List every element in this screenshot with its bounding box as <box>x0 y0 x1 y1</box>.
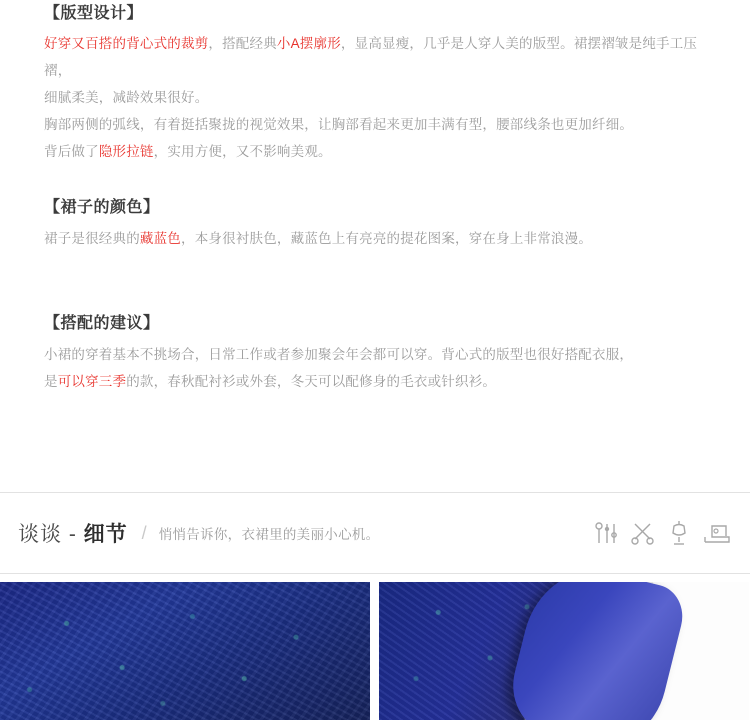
details-banner <box>0 492 750 574</box>
banner-inner <box>18 492 732 574</box>
plain-text: 背后做了 <box>44 144 99 159</box>
highlight-text: 好穿又百搭的背心式的裁剪 <box>44 36 209 51</box>
highlight-text: 隐形拉链 <box>98 144 154 159</box>
banner-title <box>18 518 128 548</box>
plain-text: ，显高显瘦，几乎是人穿人美的版型。裙摆褶皱是纯手工压褶， <box>44 36 698 78</box>
plain-text: 小裙的穿着基本不挑场合，日常工作或者参加聚会年会都可以穿。背心式的版型也很好搭配衣服， <box>44 347 634 362</box>
plain-text: 胸部两侧的弧线，有着挺括聚拢的视觉效果，让胸部看起来更加丰满有型，腰部线条也更加纤细。 <box>44 117 634 132</box>
detail-photo-row <box>0 582 750 720</box>
scissors-icon <box>630 520 656 546</box>
paragraph-line <box>44 138 704 165</box>
paragraph-line <box>44 30 704 84</box>
detail-photo-collar <box>379 582 749 720</box>
banner-separator: / <box>141 522 147 543</box>
banner-icon-group <box>593 520 732 546</box>
banner-title-plain: 谈谈 - <box>18 523 84 546</box>
paragraph-line <box>44 225 704 252</box>
paragraph-line <box>44 341 704 368</box>
section-title-color: 【裙子的颜色】 <box>44 199 160 216</box>
plain-text: ，实用方便，又不影响美观。 <box>153 144 332 159</box>
paragraph-line <box>44 111 704 138</box>
section-title-styling-advice: 【搭配的建议】 <box>44 315 160 332</box>
collar-shape <box>503 582 690 720</box>
dress-form-icon <box>667 520 691 546</box>
banner-subtitle: 悄悄告诉你，衣裙里的美丽小心机。 <box>158 527 380 542</box>
highlight-text: 小A摆廓形 <box>276 36 341 51</box>
highlight-text: 可以穿三季 <box>57 374 127 389</box>
mannequin-pin-icon <box>593 520 619 546</box>
plain-text: ，本身很衬肤色，藏蓝色上有亮亮的提花图案，穿在身上非常浪漫。 <box>181 231 593 246</box>
section-title-pattern-design: 【版型设计】 <box>44 5 144 22</box>
plain-text: 的款，春秋配衬衫或外套，冬天可以配修身的毛衣或针织衫。 <box>126 374 497 389</box>
paragraph-line <box>44 84 704 111</box>
highlight-text: 藏蓝色 <box>139 231 182 246</box>
paragraph-line <box>44 368 704 395</box>
plain-text: 细腻柔美，减龄效果很好。 <box>44 90 209 105</box>
plain-text: 是 <box>44 374 58 389</box>
section-body-color <box>44 225 704 252</box>
sewing-machine-icon <box>702 520 732 546</box>
banner-title-bold: 细节 <box>83 523 128 546</box>
plain-text: ，搭配经典 <box>208 36 277 51</box>
section-body-pattern-design <box>44 30 704 165</box>
detail-photo-fabric-texture <box>0 582 370 720</box>
section-body-styling-advice <box>44 341 704 395</box>
plain-text: 裙子是很经典的 <box>44 231 140 246</box>
